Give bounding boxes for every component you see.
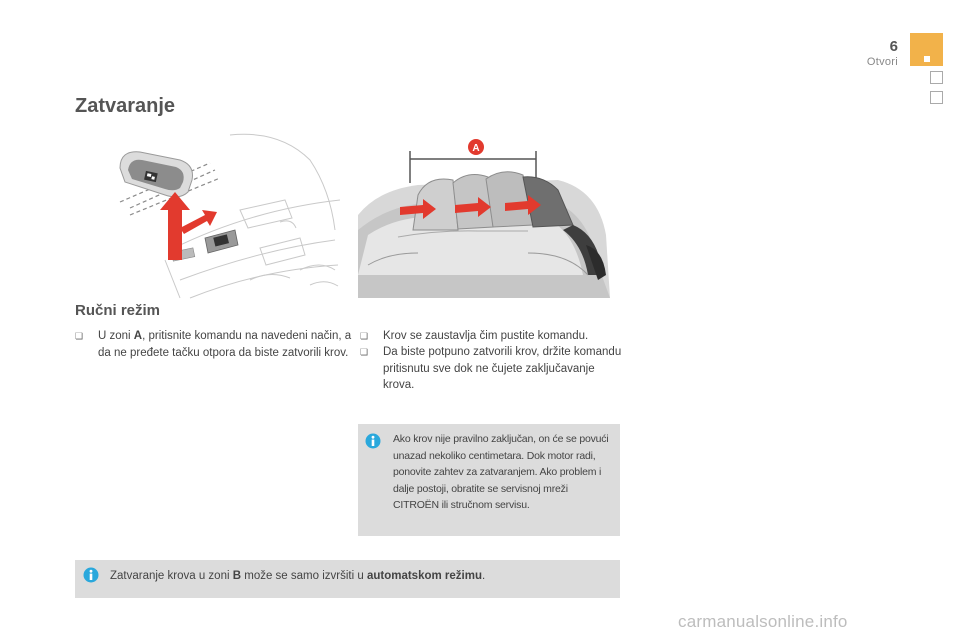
roof-closing-illustration xyxy=(358,135,610,298)
bullet-manual-mode xyxy=(75,328,356,361)
bullet-text-before: U zoni xyxy=(98,330,134,342)
watermark: carmanualsonline.info xyxy=(678,612,848,631)
bullet-roof-stops xyxy=(360,328,643,345)
section-title: Ručni režim xyxy=(75,302,161,319)
footer-text-after: . xyxy=(481,570,486,582)
bullet-text-after: , pritisnite komandu na navedeni način, a da ne pređete tačku otpora da biste zatvorili krov. xyxy=(98,330,352,359)
chapter-tab-empty[interactable] xyxy=(930,91,943,104)
bullet-text: Da biste potpuno zatvorili krov, držite komandu pritisnutu sve dok ne čujete zaključavanje krova. xyxy=(383,346,622,391)
footer-note-text xyxy=(110,570,485,582)
check-box-icon: ❏ xyxy=(75,331,84,341)
chapter-tab-active[interactable] xyxy=(910,33,943,66)
bullet-full-close xyxy=(360,344,628,394)
check-box-icon: ❏ xyxy=(360,331,369,341)
footer-text-middle: može se samo izvršiti u xyxy=(241,570,367,582)
chapter-tab-empty[interactable] xyxy=(930,71,943,84)
chapter-name: Otvori xyxy=(866,56,898,68)
info-icon xyxy=(83,567,99,583)
info-text: Ako krov nije pravilno zaključan, on će se povući unazad nekoliko centimetara. Dok motor radi, ponovite zahtev za zatvaranjem. Ako problem i dalje postoji, obratite se servisnoj mreži CITROËN ili stručnom servisu. xyxy=(393,433,609,511)
check-box-icon: ❏ xyxy=(360,347,369,357)
roof-control-illustration xyxy=(110,130,340,300)
footer-text-before: Zatvaranje krova u zoni xyxy=(110,570,233,582)
bullet-text: Krov se zaustavlja čim pustite komandu. xyxy=(383,330,589,342)
footer-zone-b: B xyxy=(232,570,242,582)
page-number: 6 xyxy=(889,38,898,55)
page-title: Zatvaranje xyxy=(75,95,176,117)
label-a: A xyxy=(472,143,480,154)
bullet-zone-a: A xyxy=(133,330,143,342)
footer-auto-mode: automatskom režimu xyxy=(366,570,482,582)
info-icon xyxy=(365,433,381,449)
